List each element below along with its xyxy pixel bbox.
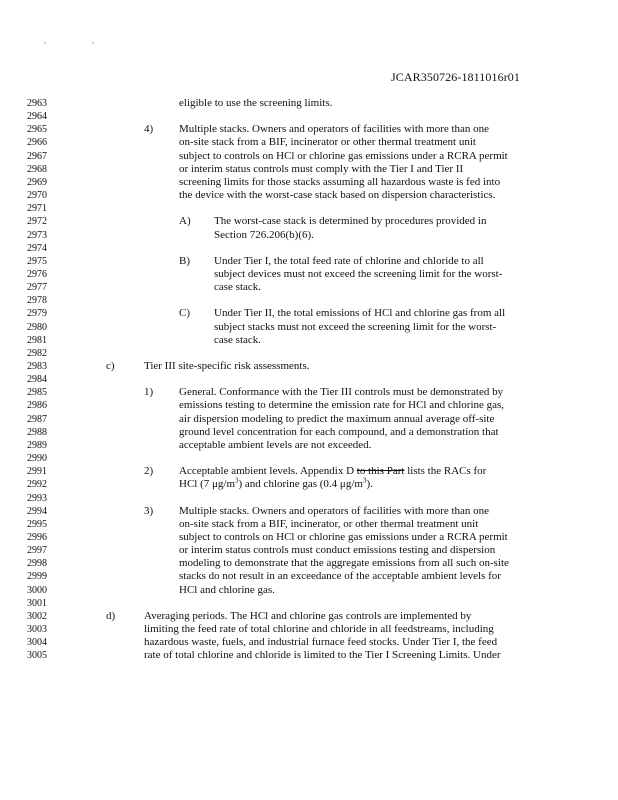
text-run: subject to controls on HCl or chlorine gas emissions under a RCRA permit [179,149,508,162]
text-run: ground level concentration for each compound, and a demonstration that [179,425,499,438]
line-number: 2993 [27,492,47,504]
text-run: Multiple stacks. Owners and operators of facilities with more than one [179,123,490,136]
line-number: 2985 [27,387,47,399]
superscript: 3 [235,476,239,485]
list-label: 4) [144,123,154,136]
document-line [0,518,618,531]
line-text [179,505,489,518]
text-run: General. Conformance with the Tier III controls must be demonstrated by [179,386,504,399]
line-text [179,557,509,570]
line-text [214,268,502,281]
text-run: screening limits for those stacks assuming all hazardous waste is fed into [179,175,501,188]
document-line [0,268,618,281]
line-number: 2980 [27,321,47,333]
document-line [0,452,618,465]
document-line [0,597,618,610]
text-run: subject stacks must not exceed the screening limit for the worst- [214,320,497,333]
text-run: rate of total chlorine and chloride is limited to the Tier I Screening Limits. Under [144,649,501,662]
text-run: Multiple stacks. Owners and operators of facilities with more than one [179,504,490,517]
text-run: subject devices must not exceed the screening limit for the worst- [214,267,503,280]
list-label: 3) [144,504,154,517]
list-label: 1) [144,386,154,399]
document-line [0,623,618,636]
text-run: lists the RACs for [404,465,487,478]
line-text [144,649,501,662]
line-number: 2983 [27,361,47,372]
line-text [179,584,275,597]
line-number: 2964 [27,111,47,123]
document-line [0,110,618,123]
line-number: 2989 [27,439,47,451]
text-run: HCl (7 μg/m [179,478,236,491]
line-text [179,426,499,439]
margin-marks: , , [44,36,116,45]
list-label: c) [106,360,115,372]
document-line [0,281,618,294]
line-number: 2994 [27,505,47,517]
text-run: The worst-case stack is determined by procedures provided in [214,215,487,228]
text-run: case stack. [214,281,262,294]
text-run: emissions testing to determine the emission rate for HCl and chlorine gas, [179,399,505,412]
document-line [0,136,618,149]
text-run: Section 726.206(b)(6). [214,228,314,241]
text-run: ). [366,478,373,491]
line-text [179,439,371,452]
line-number: 2988 [27,426,47,438]
line-text [179,136,476,149]
text-run: or interim status controls must conduct emissions testing and dispersion [179,544,496,557]
line-number: 2972 [27,216,47,228]
document-line [0,584,618,597]
text-run: air dispersion modeling to predict the maximum annual average off-site [179,412,495,425]
line-number: 3000 [27,584,47,596]
text-run: hazardous waste, fuels, and industrial furnace feed stocks. Under Tier I, the feed [144,636,498,649]
document-id: JCAR350726-1811016r01 [391,70,520,84]
document-line [0,347,618,360]
document-line [0,176,618,189]
line-text [214,334,261,347]
document-line [0,544,618,557]
document-line [0,123,618,136]
line-text [214,255,484,268]
line-number: 2995 [27,518,47,530]
line-text [179,97,332,110]
line-number: 2992 [27,479,47,491]
line-number: 2981 [27,334,47,346]
line-text [179,189,495,202]
line-text [144,623,494,636]
line-text [179,478,373,491]
line-number: 2965 [27,124,47,136]
list-label: 2) [144,465,154,478]
line-number: 2970 [27,190,47,202]
line-number: 2975 [27,255,47,267]
line-number: 2991 [27,466,47,478]
line-number: 2973 [27,229,47,241]
document-line [0,321,618,334]
document-line [0,373,618,386]
text-run: on-site stack from a BIF, incinerator, or other thermal treatment unit [179,517,479,530]
struck-text: to this Part [356,465,405,478]
line-number: 2999 [27,571,47,583]
line-number: 2978 [27,295,47,307]
line-number: 2990 [27,453,47,465]
line-text [179,544,495,557]
line-text [214,307,505,320]
document-line [0,636,618,649]
line-text [144,610,471,623]
text-run: stacks do not result in an exceedance of the acceptable ambient levels for [179,570,501,583]
text-run: Under Tier II, the total emissions of HCl and chlorine gas from all [214,307,506,320]
document-line [0,215,618,228]
line-text [179,123,489,136]
line-number: 3001 [27,597,47,609]
document-line [0,307,618,320]
document-line [0,150,618,163]
text-run: the device with the worst-case stack based on dispersion characteristics. [179,189,496,202]
document-line [0,334,618,347]
superscript: 3 [362,476,367,485]
list-label: A) [179,215,191,228]
line-number: 3004 [27,637,47,649]
document-line [0,399,618,412]
line-number: 2974 [27,242,47,254]
document-line [0,492,618,505]
document-line [0,570,618,583]
line-text [179,570,501,583]
line-number: 2969 [27,176,47,188]
line-text [214,215,486,228]
document-line [0,242,618,255]
line-number: 3003 [27,624,47,635]
line-text [179,518,478,531]
line-number: 2987 [27,413,47,425]
line-text [179,465,486,478]
list-label: C) [179,307,190,320]
text-run: on-site stack from a BIF, incinerator or other thermal treatment unit [179,136,476,149]
document-line [0,465,618,478]
line-number: 2963 [27,98,47,109]
document-line [0,202,618,215]
line-number: 2967 [27,150,47,162]
text-run: Tier III site-specific risk assessments. [144,360,310,372]
line-text [214,229,314,242]
line-text [179,163,463,176]
text-run: Acceptable ambient levels. Appendix D [179,465,357,478]
document-line [0,426,618,439]
text-run: or interim status controls must comply with the Tier I and Tier II [179,162,464,175]
line-text [214,281,261,294]
document-line [0,439,618,452]
document-line [0,360,618,373]
text-run: acceptable ambient levels are not exceeded. [179,438,372,451]
line-text [179,531,508,544]
text-run: ) and chlorine gas (0.4 μg/m [238,478,363,491]
line-number: 2986 [27,400,47,412]
line-number: 2968 [27,163,47,175]
document-line [0,557,618,570]
document-line [0,505,618,518]
line-text [144,636,497,649]
line-text [144,360,309,373]
text-run: eligible to use the screening limits. [179,97,333,109]
line-number: 2997 [27,545,47,557]
line-number: 2979 [27,308,47,320]
text-run: modeling to demonstrate that the aggregate emissions from all such on-site [179,557,509,570]
text-run: Under Tier I, the total feed rate of chlorine and chloride to all [214,254,484,267]
line-number: 3005 [27,650,47,662]
line-number: 2971 [27,203,47,215]
list-label: d) [106,609,116,622]
line-number: 3002 [27,610,47,622]
list-label: B) [179,254,190,267]
document-line [0,189,618,202]
document-line [0,610,618,623]
line-number: 2976 [27,268,47,280]
line-text [179,150,508,163]
line-number: 2984 [27,374,47,386]
document-line [0,229,618,242]
text-run: Averaging periods. The HCl and chlorine gas controls are implemented by [144,609,472,622]
text-run: limiting the feed rate of total chlorine and chloride in all feedstreams, including [144,623,494,635]
line-number: 2982 [27,347,47,359]
line-number: 2998 [27,558,47,570]
text-run: HCl and chlorine gas. [179,583,275,596]
line-text [179,399,504,412]
line-text [214,321,496,334]
line-number: 2996 [27,531,47,543]
text-run: subject to controls on HCl or chlorine gas emissions under a RCRA permit [179,530,508,543]
document-line [0,531,618,544]
line-number: 2977 [27,282,47,294]
line-number: 2966 [27,137,47,149]
document-line [0,386,618,399]
document-line [0,294,618,307]
document-line [0,97,618,110]
document-line [0,478,618,491]
document-line [0,255,618,268]
line-text [179,386,503,399]
document-line [0,649,618,662]
text-run: case stack. [214,333,262,346]
line-text [179,176,500,189]
document-line [0,413,618,426]
line-text [179,413,494,426]
document-line [0,163,618,176]
